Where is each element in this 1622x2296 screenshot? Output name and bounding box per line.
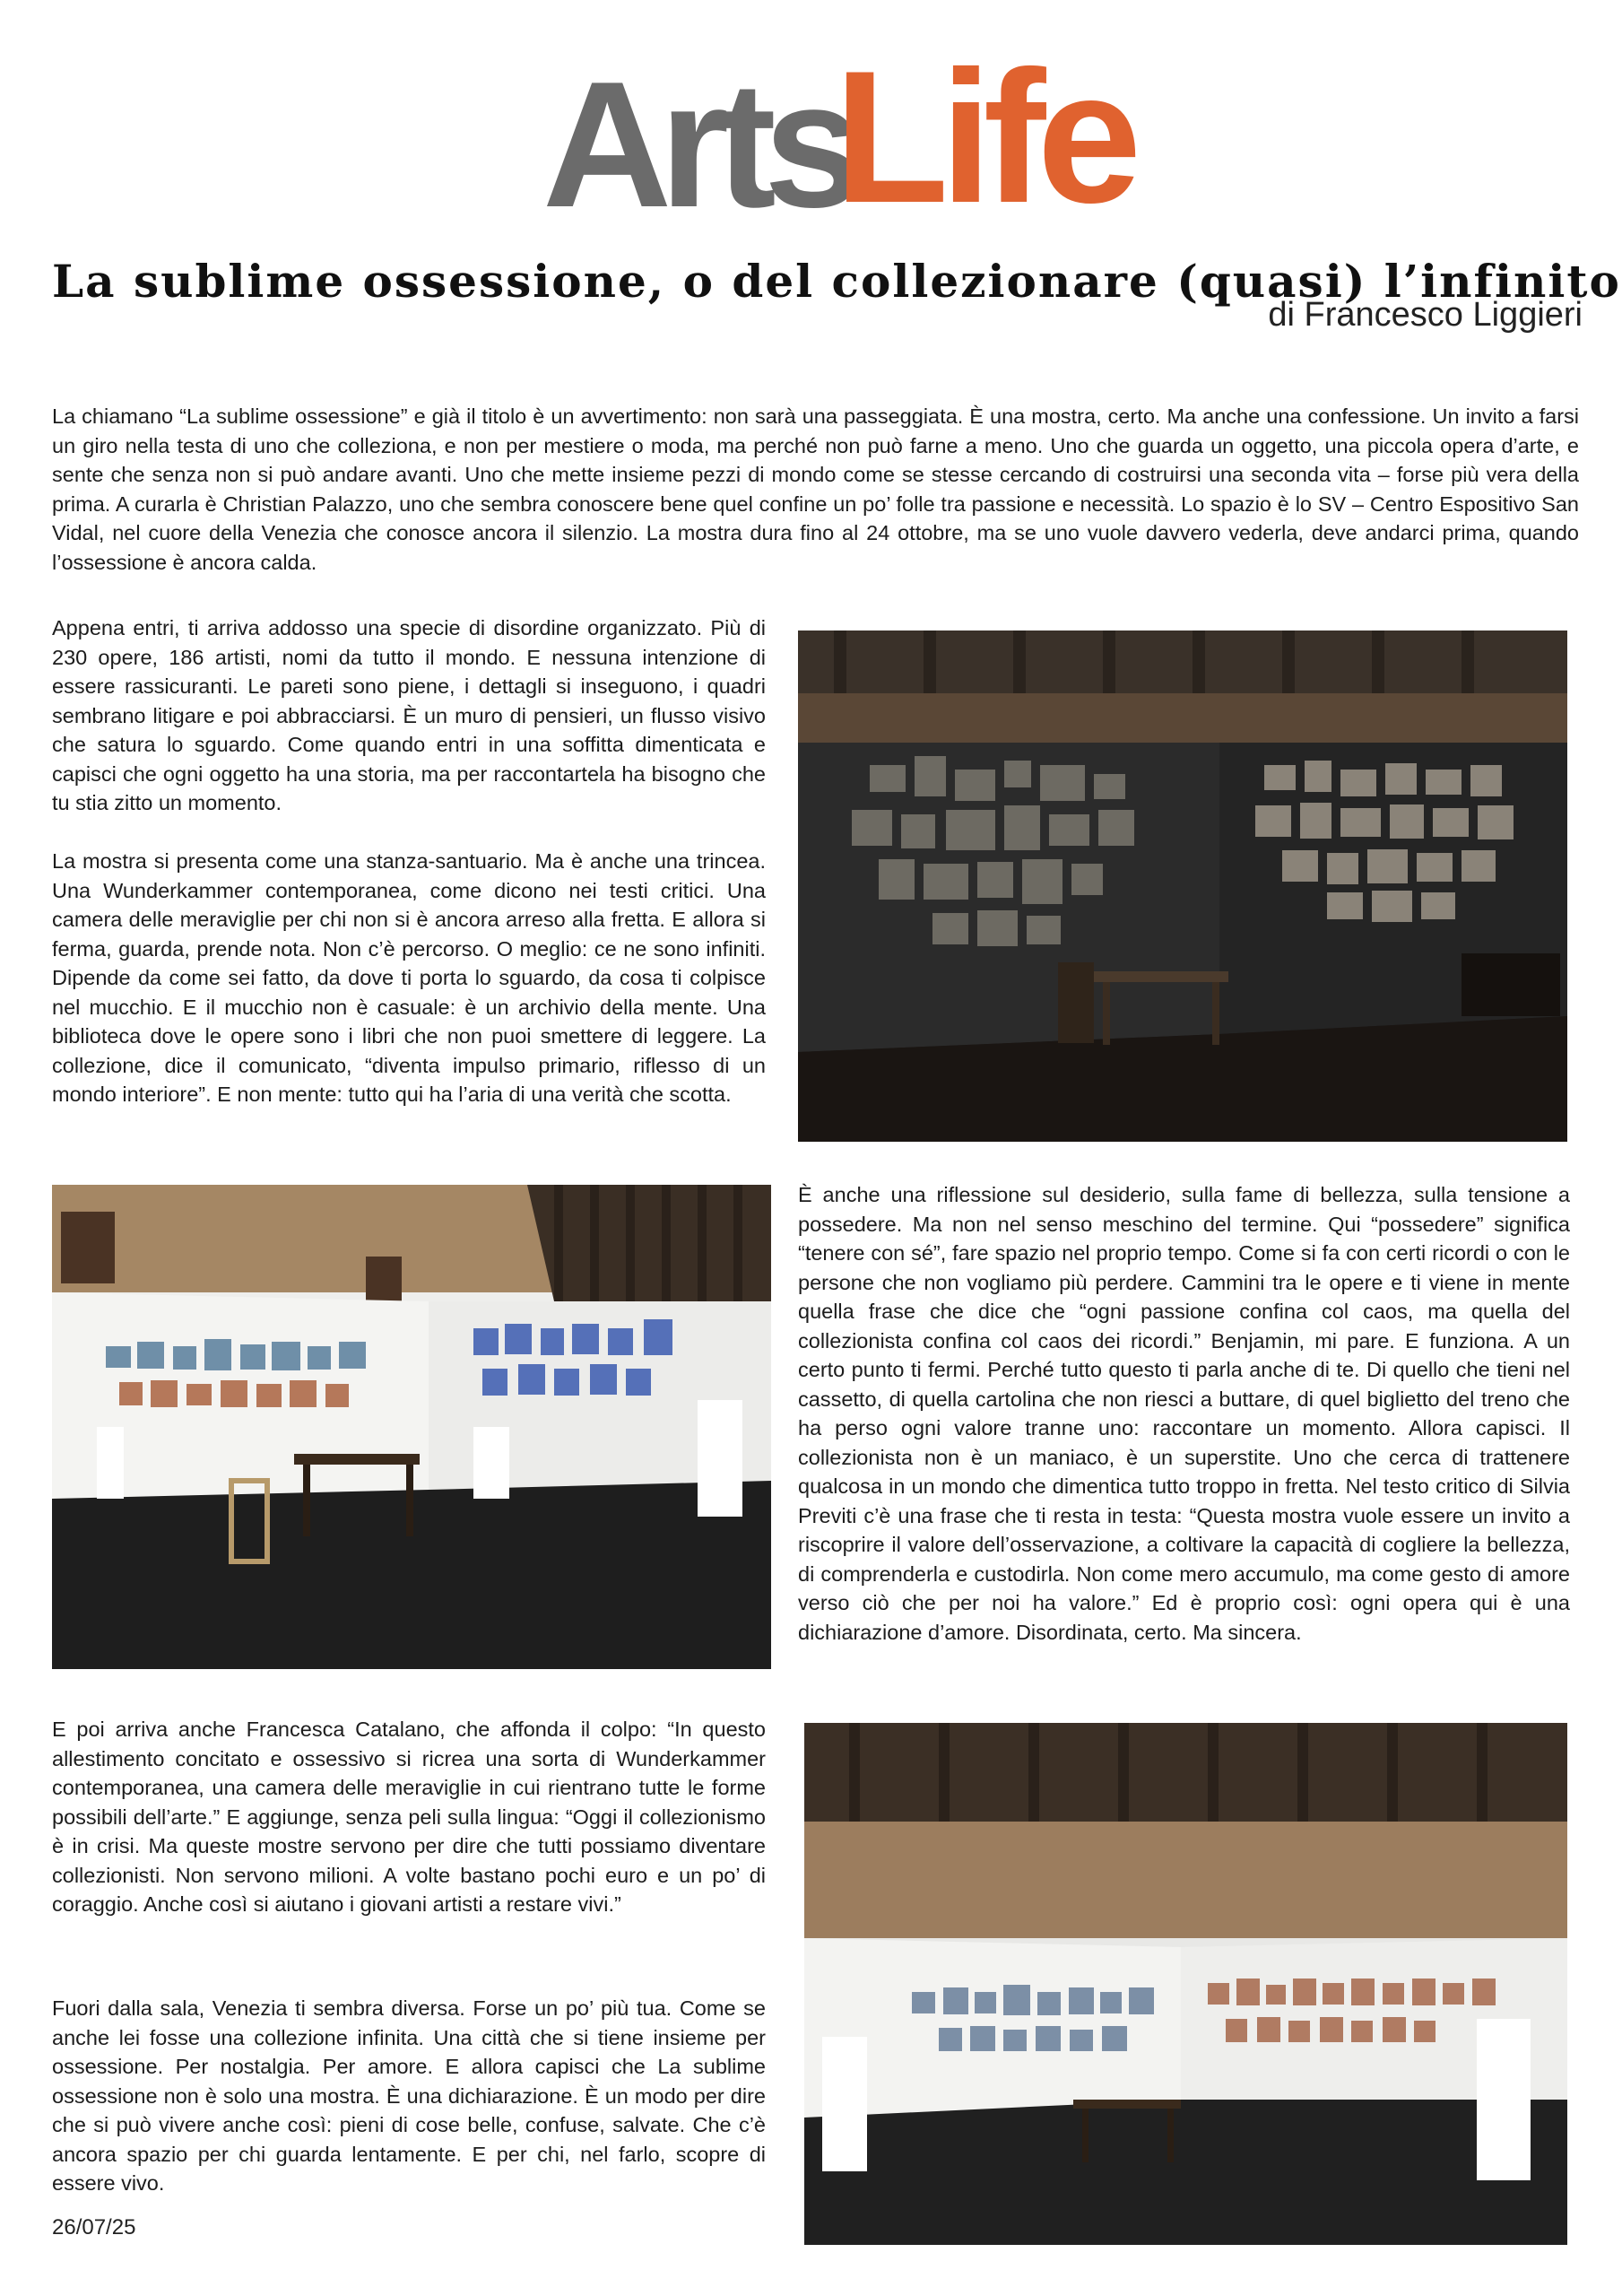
paragraph-4: È anche una riflessione sul desiderio, sulla fame di bellezza, sulla tensione a possedere. Ma non nel senso meschino del termine. Qui “possedere” significa “tenere con sé”, fare spazio nel proprio tempo. Come si fa con certi ricordi o con le persone che non vogliamo più perdere. Cammini tra le opere e ti viene in mente quella frase che dice che “ogni passione confina col caos, ma quella del collezionista confina col caos dei ricordi.” Benjamin, mi pare. E funziona. A un certo punto ti fermi. Perché tutto questo ti parla anche di te. Di quello che tieni nel cassetto, di quella cartolina che non riesci a buttare, di quel biglietto del treno che ha perso ogni valore tranne uno: raccontare un momento. Allora capisci. Il collezionista non è un maniaco, è un superstite. Uno che cerca di trattenere qualcosa in un mondo che dimentica tutto troppo in fretta. Nel testo critico di Silvia Previti c’è una frase che ti resta in testa: “Questa mostra vuole essere un invito a riscoprire il valore dell’osservazione, a coltivare la capacità di cogliere la bellezza, di comprenderla e custodirla. Non come mero accumulo, ma come gesto di amore verso ciò che per noi ha valore.” Ed è proprio così: ogni opera qui è una dichiarazione d’amore. Disordinata, certo. Ma sincera. [798,1183,1570,1644]
logo-life-text: Life [834,31,1133,242]
paragraph-3: La mostra si presenta come una stanza-santuario. Ma è anche una trincea. Una Wunderkammer contemporanea, come dicono nei testi critici. Una camera delle meraviglie per chi non si è ancora arreso alla fretta. E allora si ferma, guarda, prende nota. Non c’è percorso. O meglio: ce ne sono infiniti. Dipende da come sei fatto, da dove ti porta lo sguardo, da cosa ti colpisce nel mucchio. E il mucchio non è casuale: è un archivio della mente. Una biblioteca dove le opere sono i libri che non puoi smettere di leggere. La collezione, dice il comunicato, “diventa impulso primario, riflesso di un mondo interiore”. E non mente: tutto qui ha l’aria di una verità che scotta. [52,849,766,1106]
publication-date: 26/07/25 [52,2215,136,2239]
gallery-photo-wide-view [804,1723,1567,2245]
paragraph-6: Fuori dalla sala, Venezia ti sembra diversa. Forse un po’ più tua. Come se anche lei fosse una collezione infinita. Una città che si tiene insieme per ossessione. Per nostalgia. Per amore. E allora capisci che La sublime ossessione non è solo una mostra. È una dichiarazione. È un modo per dire che si può vivere anche così: pieni di cose belle, confuse, salvate. Che c’è ancora spazio per chi guarda lentamente. E per chi, nel farlo, scopre di essere vivo. [52,1996,766,2195]
artslife-logo [538,31,1133,245]
paragraph-2: Appena entri, ti arriva addosso una specie di disordine organizzato. Più di 230 opere, 186 artisti, nomi da tutto il mondo. E nessuna intenzione di essere rassicuranti. Le pareti sono piene, i dettagli si inseguono, i quadri sembrano litigare e poi abbracciarsi. È un muro di pensieri, un flusso visivo che satura lo sguardo. Come quando entri in una soffitta dimenticata e capisci che ogni oggetto ha una storia, ma per raccontartela ha bisogno che tu stia zitto un momento. [52,616,766,814]
intro-paragraph: La chiamano “La sublime ossessione” e già il titolo è un avvertimento: non sarà una passeggiata. È una mostra, certo. Ma anche una confessione. Un invito a farsi un giro nella testa di uno che colleziona, e non per mestiere o moda, ma perché non può farne a meno. Uno che guarda un oggetto, una piccola opera d’arte, e sente che senza non si può andare avanti. Uno che mette insieme pezzi di mondo come se stesse cercando di costruirsi una seconda vita – forse più vera della prima. A curarla è Christian Palazzo, uno che sembra conoscere bene quel confine un po’ folle tra passione e necessità. Lo spazio è lo SV – Centro Espositivo San Vidal, nel cuore della Venezia che conosce ancora il silenzio. La mostra dura fino al 24 ottobre, ma se uno vuole davvero vederla, deve andarci prima, quando l’ossessione è ancora calda. [52,404,1579,574]
gallery-photo-dark-room [798,631,1567,1142]
article-byline: di Francesco Liggieri [1268,296,1583,334]
gallery-photo-white-walls [52,1185,771,1669]
paragraph-5: E poi arriva anche Francesca Catalano, che affonda il colpo: “In questo allestimento concitato e ossessivo si ricrea una sorta di Wunderkammer contemporanea, una camera delle meraviglie in cui rientrano tutte le forme possibili dell’arte.” E aggiunge, senza peli sulla lingua: “Oggi il collezionismo è in crisi. Ma queste mostre servono per dire che tutti possiamo diventare collezionisti. Non servono milioni. A volte bastano pochi euro e un po’ di coraggio. Anche così si aiutano i giovani artisti a restare vivi.” [52,1718,766,1916]
logo-arts-text: Arts [542,45,852,245]
article-title: La sublime ossessione, o del collezionare (quasi) l’infinito [52,254,1621,308]
